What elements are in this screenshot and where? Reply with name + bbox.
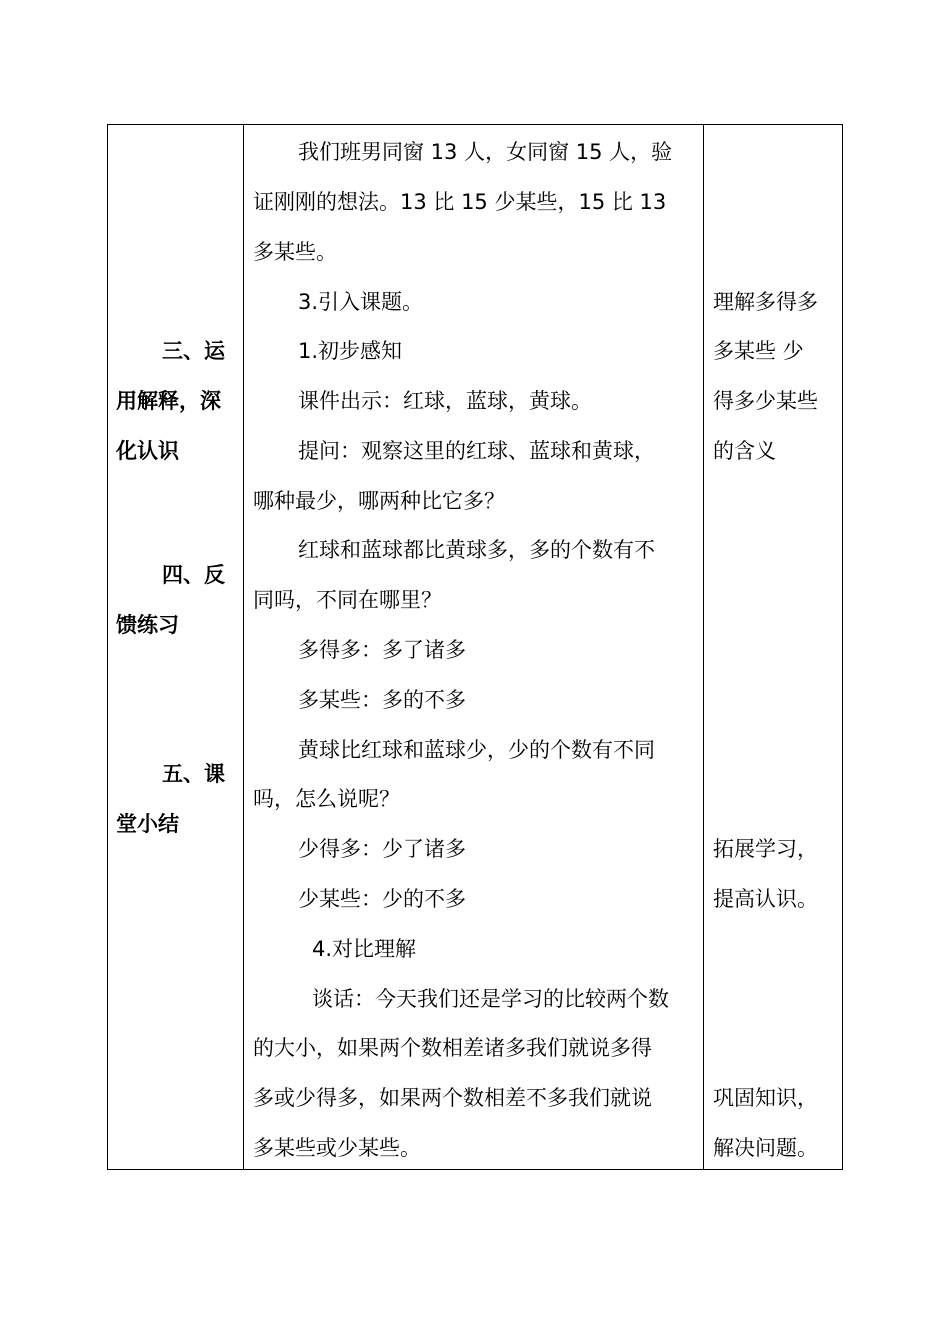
purpose-line: 的含义 <box>713 439 776 463</box>
purpose-line: 巩固知识， <box>713 1086 818 1110</box>
content-line: 多某些：多的不多 <box>298 688 466 712</box>
content-line: 少得多：少了诸多 <box>298 837 466 861</box>
content-line: 黄球比红球和蓝球少，少的个数有不同 <box>298 738 655 762</box>
content-line: 我们班男同窗 13 人，女同窗 15 人，验 <box>298 140 673 164</box>
content-line: 3.引入课题。 <box>298 290 424 314</box>
purpose-line: 提高认识。 <box>713 887 818 911</box>
content-line: 谈话：今天我们还是学习的比较两个数 <box>312 987 669 1011</box>
content-line: 4.对比理解 <box>312 937 417 961</box>
content-line: 证刚刚的想法。13 比 15 少某些，15 比 13 <box>253 190 667 214</box>
stage-line: 化认识 <box>116 439 179 463</box>
content-line: 提问：观察这里的红球、蓝球和黄球， <box>298 439 655 463</box>
content-line: 哪种最少，哪两种比它多？ <box>253 489 505 513</box>
stage-line: 用解释，深 <box>116 389 221 413</box>
content-line: 多某些或少某些。 <box>253 1136 421 1160</box>
stage-line: 三、运 <box>162 339 225 363</box>
content-line: 红球和蓝球都比黄球多，多的个数有不 <box>298 538 655 562</box>
content-line: 吗，怎么说呢？ <box>253 787 400 811</box>
content-line: 多得多：多了诸多 <box>298 638 466 662</box>
stage-line: 馈练习 <box>116 613 179 637</box>
purpose-line: 多某些 少 <box>713 339 804 363</box>
content-line: 多某些。 <box>253 240 337 264</box>
purpose-line: 拓展学习， <box>713 837 818 861</box>
content-line: 课件出示：红球，蓝球，黄球。 <box>298 389 592 413</box>
content-line: 的大小，如果两个数相差诸多我们就说多得 <box>253 1036 652 1060</box>
content-line: 1.初步感知 <box>298 339 403 363</box>
column-divider-1 <box>243 124 244 1170</box>
column-divider-2 <box>703 124 704 1170</box>
stage-line: 五、课 <box>162 762 225 786</box>
purpose-line: 理解多得多 <box>713 290 818 314</box>
content-line: 少某些：少的不多 <box>298 887 466 911</box>
content-line: 同吗，不同在哪里？ <box>253 588 442 612</box>
stage-line: 四、反 <box>162 563 225 587</box>
stage-line: 堂小结 <box>116 812 179 836</box>
purpose-line: 得多少某些 <box>713 389 818 413</box>
purpose-line: 解决问题。 <box>713 1136 818 1160</box>
content-line: 多或少得多，如果两个数相差不多我们就说 <box>253 1086 652 1110</box>
